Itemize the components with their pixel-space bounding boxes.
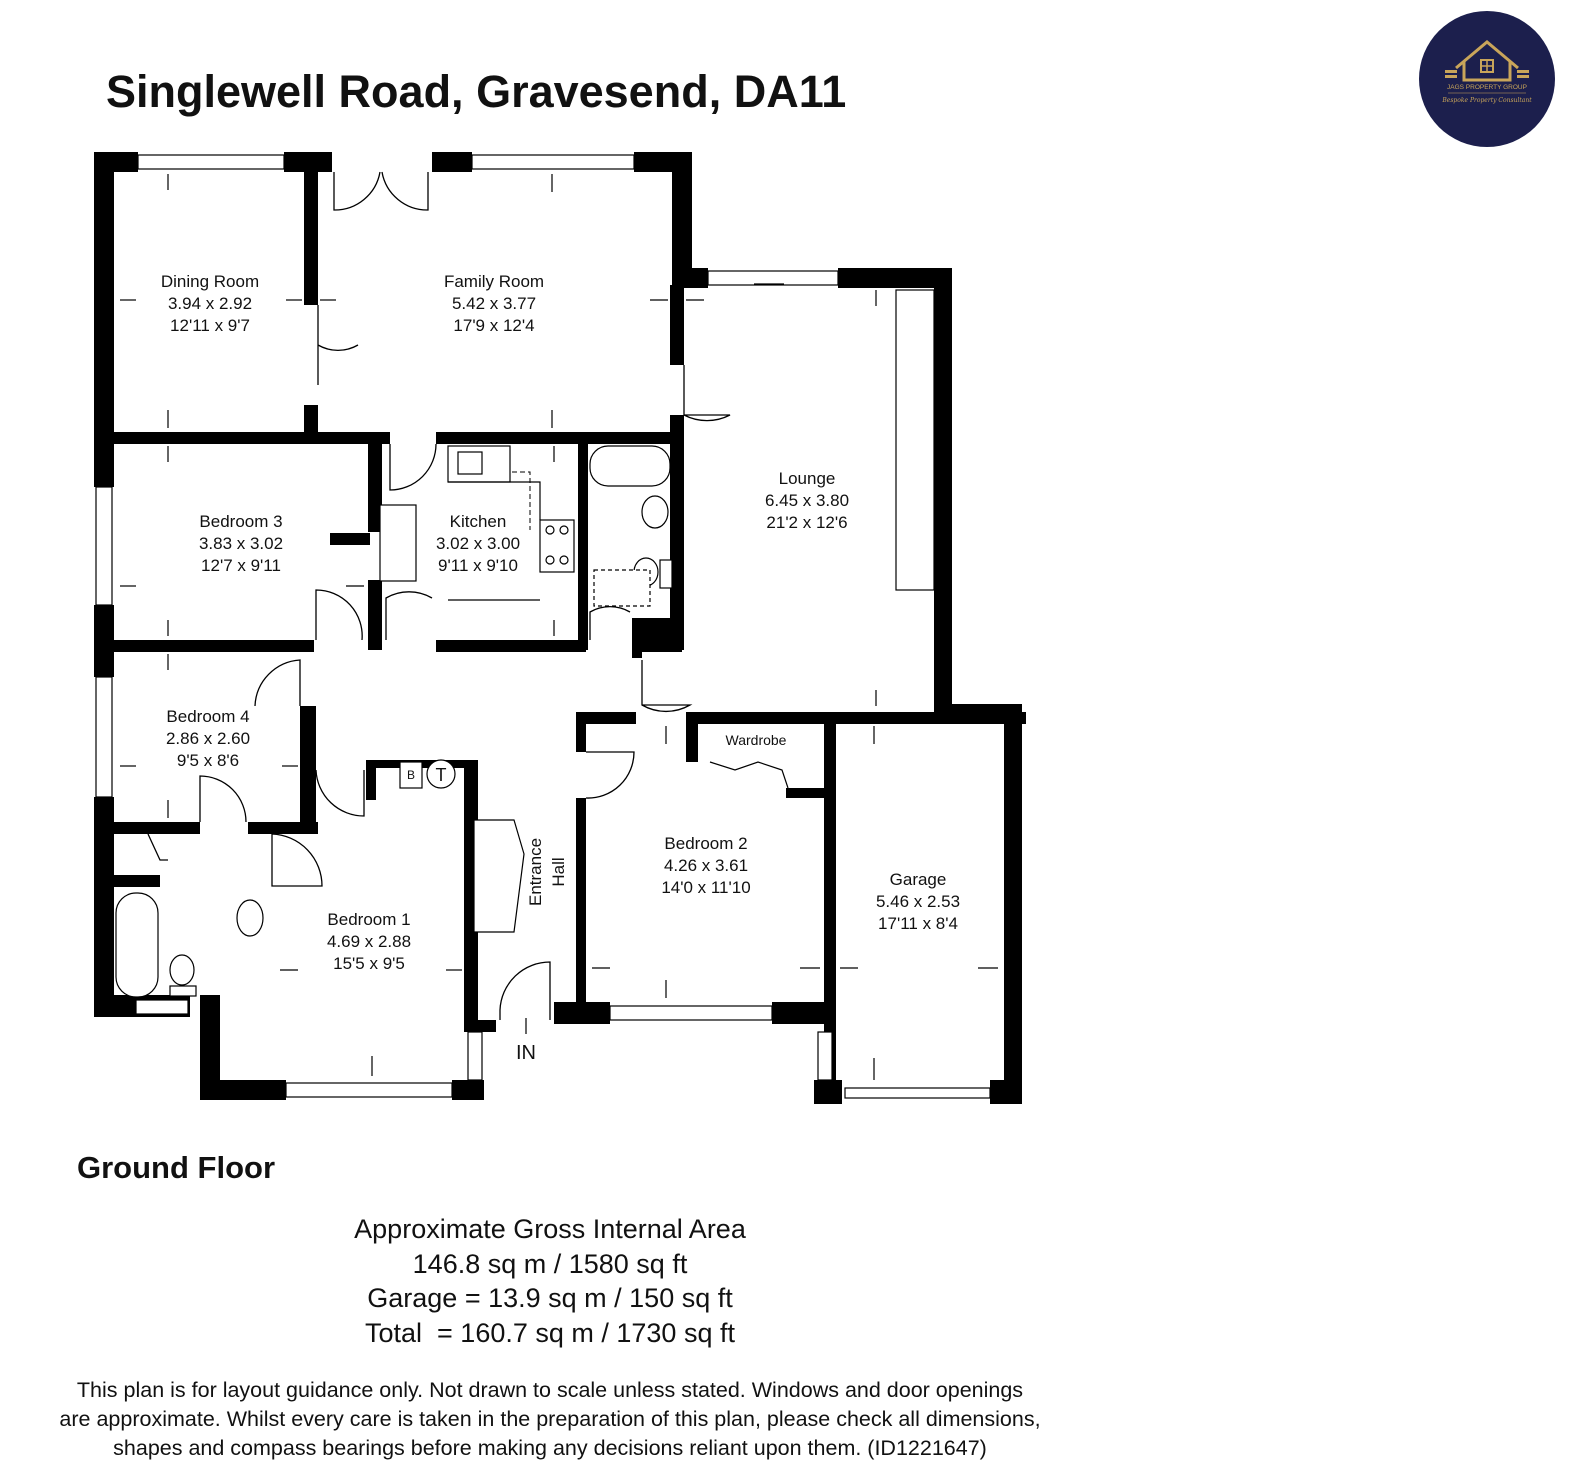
svg-text:3.02 x 3.00: 3.02 x 3.00: [435, 534, 521, 553]
room-bedroom-4: [166, 707, 250, 770]
area-summary: [250, 1212, 850, 1350]
room-bedroom-2: [661, 834, 750, 897]
disclaimer-line-1: This plan is for layout guidance only. Not drawn to scale unless stated. Windows and door openings: [76, 1378, 1024, 1402]
svg-text:14'0 x 11'10: 14'0 x 11'10: [661, 878, 751, 897]
svg-text:9'5 x 8'6: 9'5 x 8'6: [176, 751, 240, 770]
hall-label: Hall: [549, 857, 568, 887]
area-garage: Garage = 13.9 sq m / 150 sq ft: [367, 1283, 733, 1313]
svg-text:Bedroom 4: Bedroom 4: [166, 707, 250, 726]
area-total: Total = 160.7 sq m / 1730 sq ft: [365, 1317, 735, 1348]
svg-text:21'2 x 12'6: 21'2 x 12'6: [766, 513, 848, 532]
disclaimer: [0, 1376, 1100, 1463]
svg-text:3.83 x 3.02: 3.83 x 3.02: [198, 534, 284, 553]
room-garage: [876, 870, 960, 933]
svg-text:Family Room: Family Room: [443, 272, 545, 291]
room-lounge: [765, 469, 849, 532]
logo-tagline: Bespoke Property Consultant: [1442, 97, 1532, 104]
svg-text:Lounge: Lounge: [778, 469, 836, 488]
disclaimer-line-2: are approximate. Whilst every care is taken in the preparation of this plan, please check all dimensions,: [59, 1407, 1041, 1431]
room-kitchen: [436, 512, 520, 575]
room-family-room: [444, 272, 544, 335]
svg-text:Dining Room: Dining Room: [160, 272, 260, 291]
room-bedroom-3: [199, 512, 283, 575]
room-dining-room: [161, 272, 259, 335]
svg-text:2.86 x 2.60: 2.86 x 2.60: [165, 729, 251, 748]
area-heading: Approximate Gross Internal Area: [354, 1214, 746, 1244]
svg-text:4.69 x 2.88: 4.69 x 2.88: [326, 932, 412, 951]
svg-text:6.45 x 3.80: 6.45 x 3.80: [764, 491, 850, 510]
svg-text:Bedroom 1: Bedroom 1: [327, 910, 411, 929]
svg-text:Bedroom 2: Bedroom 2: [664, 834, 748, 853]
floor-label: Ground Floor: [77, 1150, 276, 1185]
wardrobe-label: Wardrobe: [725, 732, 787, 748]
svg-text:5.42 x 3.77: 5.42 x 3.77: [451, 294, 537, 313]
svg-text:Kitchen: Kitchen: [449, 512, 507, 531]
tank-label: T: [435, 765, 447, 785]
svg-text:4.26 x 3.61: 4.26 x 3.61: [663, 856, 749, 875]
room-bedroom-1: [327, 910, 411, 973]
entry-label: IN: [516, 1042, 536, 1064]
svg-text:Bedroom 3: Bedroom 3: [199, 512, 283, 531]
svg-text:17'11 x 8'4: 17'11 x 8'4: [878, 914, 958, 933]
disclaimer-line-3: shapes and compass bearings before making any decisions reliant upon them. (ID1221647): [113, 1436, 987, 1460]
page-title: Singlewell Road, Gravesend, DA11: [106, 66, 847, 117]
entrance-label: Entrance: [526, 837, 545, 907]
svg-text:3.94 x 2.92: 3.94 x 2.92: [167, 294, 253, 313]
svg-text:12'7 x 9'11: 12'7 x 9'11: [201, 556, 281, 575]
svg-text:9'11 x 9'10: 9'11 x 9'10: [438, 556, 518, 575]
logo-name: JAGS PROPERTY GROUP: [1447, 84, 1527, 91]
svg-text:5.46 x 2.53: 5.46 x 2.53: [875, 892, 961, 911]
svg-text:15'5 x 9'5: 15'5 x 9'5: [333, 954, 405, 973]
svg-text:Garage: Garage: [889, 870, 947, 889]
area-main: 146.8 sq m / 1580 sq ft: [412, 1248, 688, 1279]
svg-text:17'9 x 12'4: 17'9 x 12'4: [453, 316, 535, 335]
boiler-label: B: [406, 768, 416, 782]
svg-text:12'11 x 9'7: 12'11 x 9'7: [170, 316, 250, 335]
